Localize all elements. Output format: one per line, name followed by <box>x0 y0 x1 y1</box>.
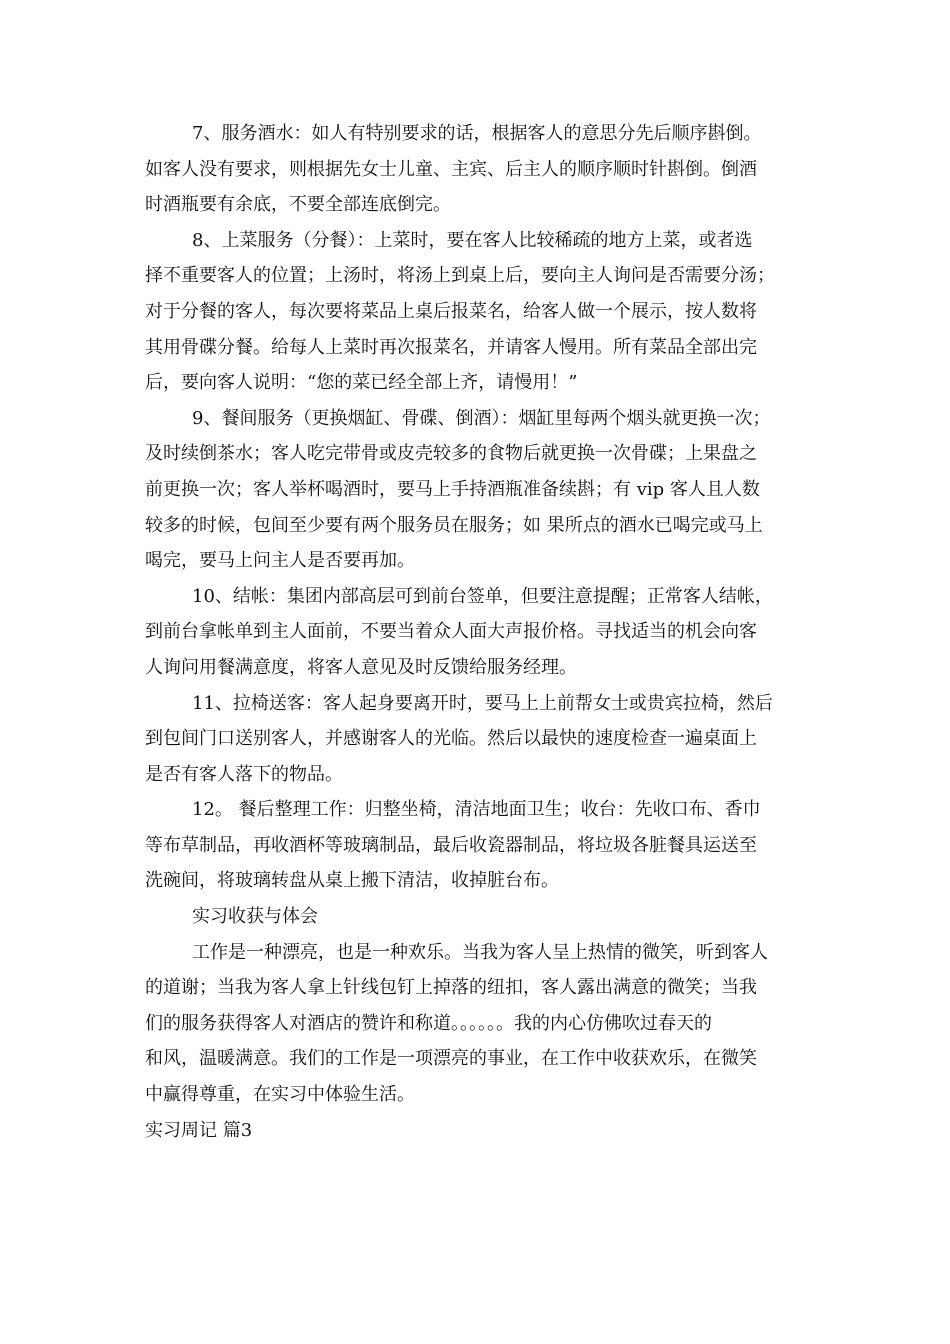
text-line: 等布草制品，再收酒杯等玻璃制品，最后收瓷器制品，将垃圾各脏餐具运送至 <box>145 834 757 856</box>
text-line: 人询问用餐满意度，将客人意见及时反馈给服务经理。 <box>145 656 577 678</box>
text-line: 如客人没有要求，则根据先女士儿童、主宾、后主人的顺序顺时针斟倒。倒酒 <box>145 158 757 180</box>
text-line: 及时续倒茶水；客人吃完带骨或皮壳较多的食物后就更换一次骨碟；上果盘之 <box>145 443 757 465</box>
text-line: 洗碗间，将玻璃转盘从桌上搬下清洁，收掉脏台布。 <box>145 870 559 892</box>
text-line: 10、结帐：集团内部高层可到前台签单，但要注意提醒；正常客人结帐， <box>192 585 773 607</box>
text-line: 11、拉椅送客：客人起身要离开时，要马上上前帮女士或贵宾拉椅，然后 <box>192 692 773 714</box>
text-line: 前更换一次；客人举杯喝酒时，要马上手持酒瓶准备续斟；有 vip 客人且人数 <box>145 478 760 500</box>
text-line: 其用骨碟分餐。给每人上菜时再次报菜名，并请客人慢用。所有菜品全部出完 <box>145 336 757 358</box>
text-line: 喝完，要马上问主人是否要再加。 <box>145 550 415 572</box>
text-line: 较多的时候，包间至少要有两个服务员在服务；如 果所点的酒水已喝完或马上 <box>145 514 763 536</box>
text-line: 择不重要客人的位置；上汤时，将汤上到桌上后，要向主人询问是否需要分汤； <box>145 265 775 287</box>
text-line: 后，要向客人说明：“您的菜已经全部上齐，请慢用！” <box>145 372 578 394</box>
text-line: 9、餐间服务（更换烟缸、骨碟、倒酒）：烟缸里每两个烟头就更换一次； <box>192 407 771 429</box>
text-line: 时酒瓶要有余底，不要全部连底倒完。 <box>145 194 451 216</box>
text-line: 对于分餐的客人，每次要将菜品上桌后报菜名，给客人做一个展示，按人数将 <box>145 300 757 322</box>
text-line: 们的服务获得客人对酒店的赞许和称道。。。。。。我的内心仿佛吹过春天的 <box>145 1012 712 1034</box>
section-heading: 实习收获与体会 <box>192 906 318 928</box>
text-line: 12。 餐后整理工作：归整坐椅，清洁地面卫生；收台：先收口布、香巾 <box>192 799 761 821</box>
text-line: 是否有客人落下的物品。 <box>145 763 343 785</box>
text-line: 8、上菜服务（分餐）：上菜时，要在客人比较稀疏的地方上菜，或者选 <box>192 229 753 251</box>
text-line: 7、服务酒水：如人有特别要求的话，根据客人的意思分先后顺序斟倒。 <box>192 123 762 144</box>
text-line: 到包间门口送别客人，并感谢客人的光临。然后以最快的速度检查一遍桌面上 <box>145 728 757 750</box>
text-line: 中赢得尊重，在实习中体验生活。 <box>145 1084 415 1106</box>
document-body <box>145 116 805 1148</box>
text-line: 的道谢；当我为客人拿上针线包钉上掉落的纽扣，客人露出满意的微笑；当我 <box>145 977 757 999</box>
text-line: 工作是一种漂亮，也是一种欢乐。当我为客人呈上热情的微笑，听到客人 <box>192 941 768 963</box>
section-title: 实习周记 篇3 <box>145 1119 253 1141</box>
text-line: 到前台拿帐单到主人面前，不要当着众人面大声报价格。寻找适当的机会向客 <box>145 621 757 643</box>
text-line: 和风，温暖满意。我们的工作是一项漂亮的事业，在工作中收获欢乐，在微笑 <box>145 1048 757 1070</box>
